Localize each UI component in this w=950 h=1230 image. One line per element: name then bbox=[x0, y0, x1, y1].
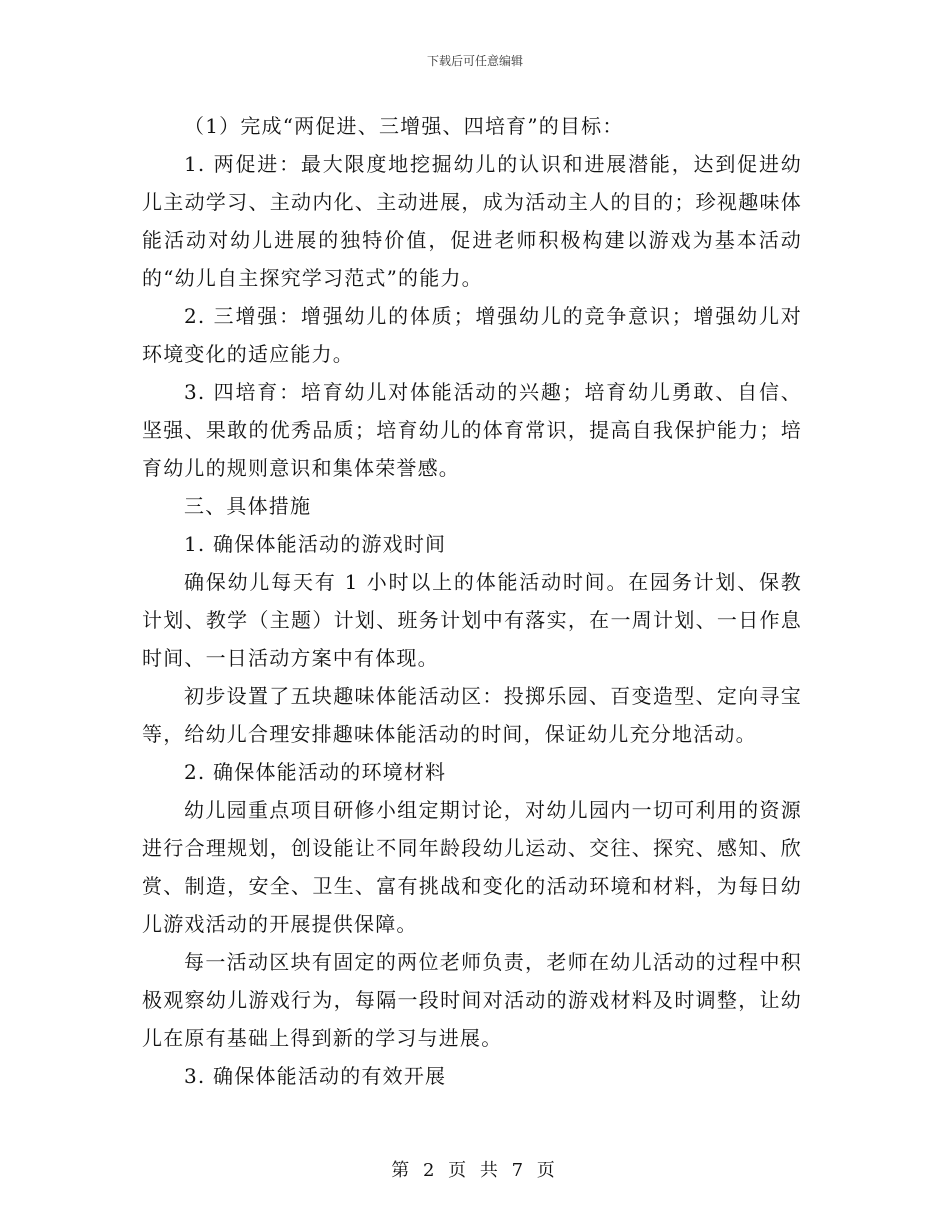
subheading-game-time: 1. 确保体能活动的游戏时间 bbox=[184, 532, 447, 556]
section-heading-measures: 三、具体措施 bbox=[184, 494, 312, 518]
document-body bbox=[142, 107, 802, 1095]
goal-four-cultivations-paragraph: 3. 四培育：培育幼儿对体能活动的兴趣；培育幼儿勇敢、自信、坚强、果敢的优秀品质；培育幼儿的体育常识，提高自我保护能力；培育幼儿的规则意识和集体荣誉感。 bbox=[142, 380, 802, 480]
page-header: 下载后可任意编辑 bbox=[426, 54, 523, 68]
goal-three-enhancements-paragraph: 2. 三增强：增强幼儿的体质；增强幼儿的竞争意识；增强幼儿对环境变化的适应能力。 bbox=[142, 304, 802, 366]
page-number-footer: 第 2 页 共 7 页 bbox=[391, 1160, 559, 1181]
goal-heading-paragraph: （1）完成“两促进、三增强、四培育”的目标： bbox=[184, 114, 624, 138]
teacher-responsibility-paragraph: 每一活动区块有固定的两位老师负责，老师在幼儿活动的过程中积极观察幼儿游戏行为，每隔一段时间对活动的游戏材料及时调整，让幼儿在原有基础上得到新的学习与进展。 bbox=[142, 950, 802, 1050]
environment-planning-paragraph: 幼儿园重点项目研修小组定期讨论，对幼儿园内一切可利用的资源进行合理规划，创设能让不同年龄段幼儿运动、交往、探究、感知、欣赏、制造，安全、卫生、富有挑战和变化的活动环境和材料，为每日幼儿游戏活动的开展提供保障。 bbox=[142, 798, 802, 936]
activity-zones-paragraph: 初步设置了五块趣味体能活动区：投掷乐园、百变造型、定向寻宝等，给幼儿合理安排趣味体能活动的时间，保证幼儿充分地活动。 bbox=[142, 684, 802, 746]
subheading-environment-materials: 2. 确保体能活动的环境材料 bbox=[184, 760, 447, 784]
subheading-effective-conduct: 3. 确保体能活动的有效开展 bbox=[184, 1064, 447, 1088]
goal-two-promotions-paragraph: 1. 两促进：最大限度地挖掘幼儿的认识和进展潜能，达到促进幼儿主动学习、主动内化、主动进展，成为活动主人的目的；珍视趣味体能活动对幼儿进展的独特价值，促进老师积极构建以游戏为基本活动的“幼儿自主探究学习范式”的能力。 bbox=[142, 152, 802, 290]
game-time-paragraph: 确保幼儿每天有 1 小时以上的体能活动时间。在园务计划、保教计划、教学（主题）计划、班务计划中有落实，在一周计划、一日作息时间、一日活动方案中有体现。 bbox=[142, 570, 802, 670]
